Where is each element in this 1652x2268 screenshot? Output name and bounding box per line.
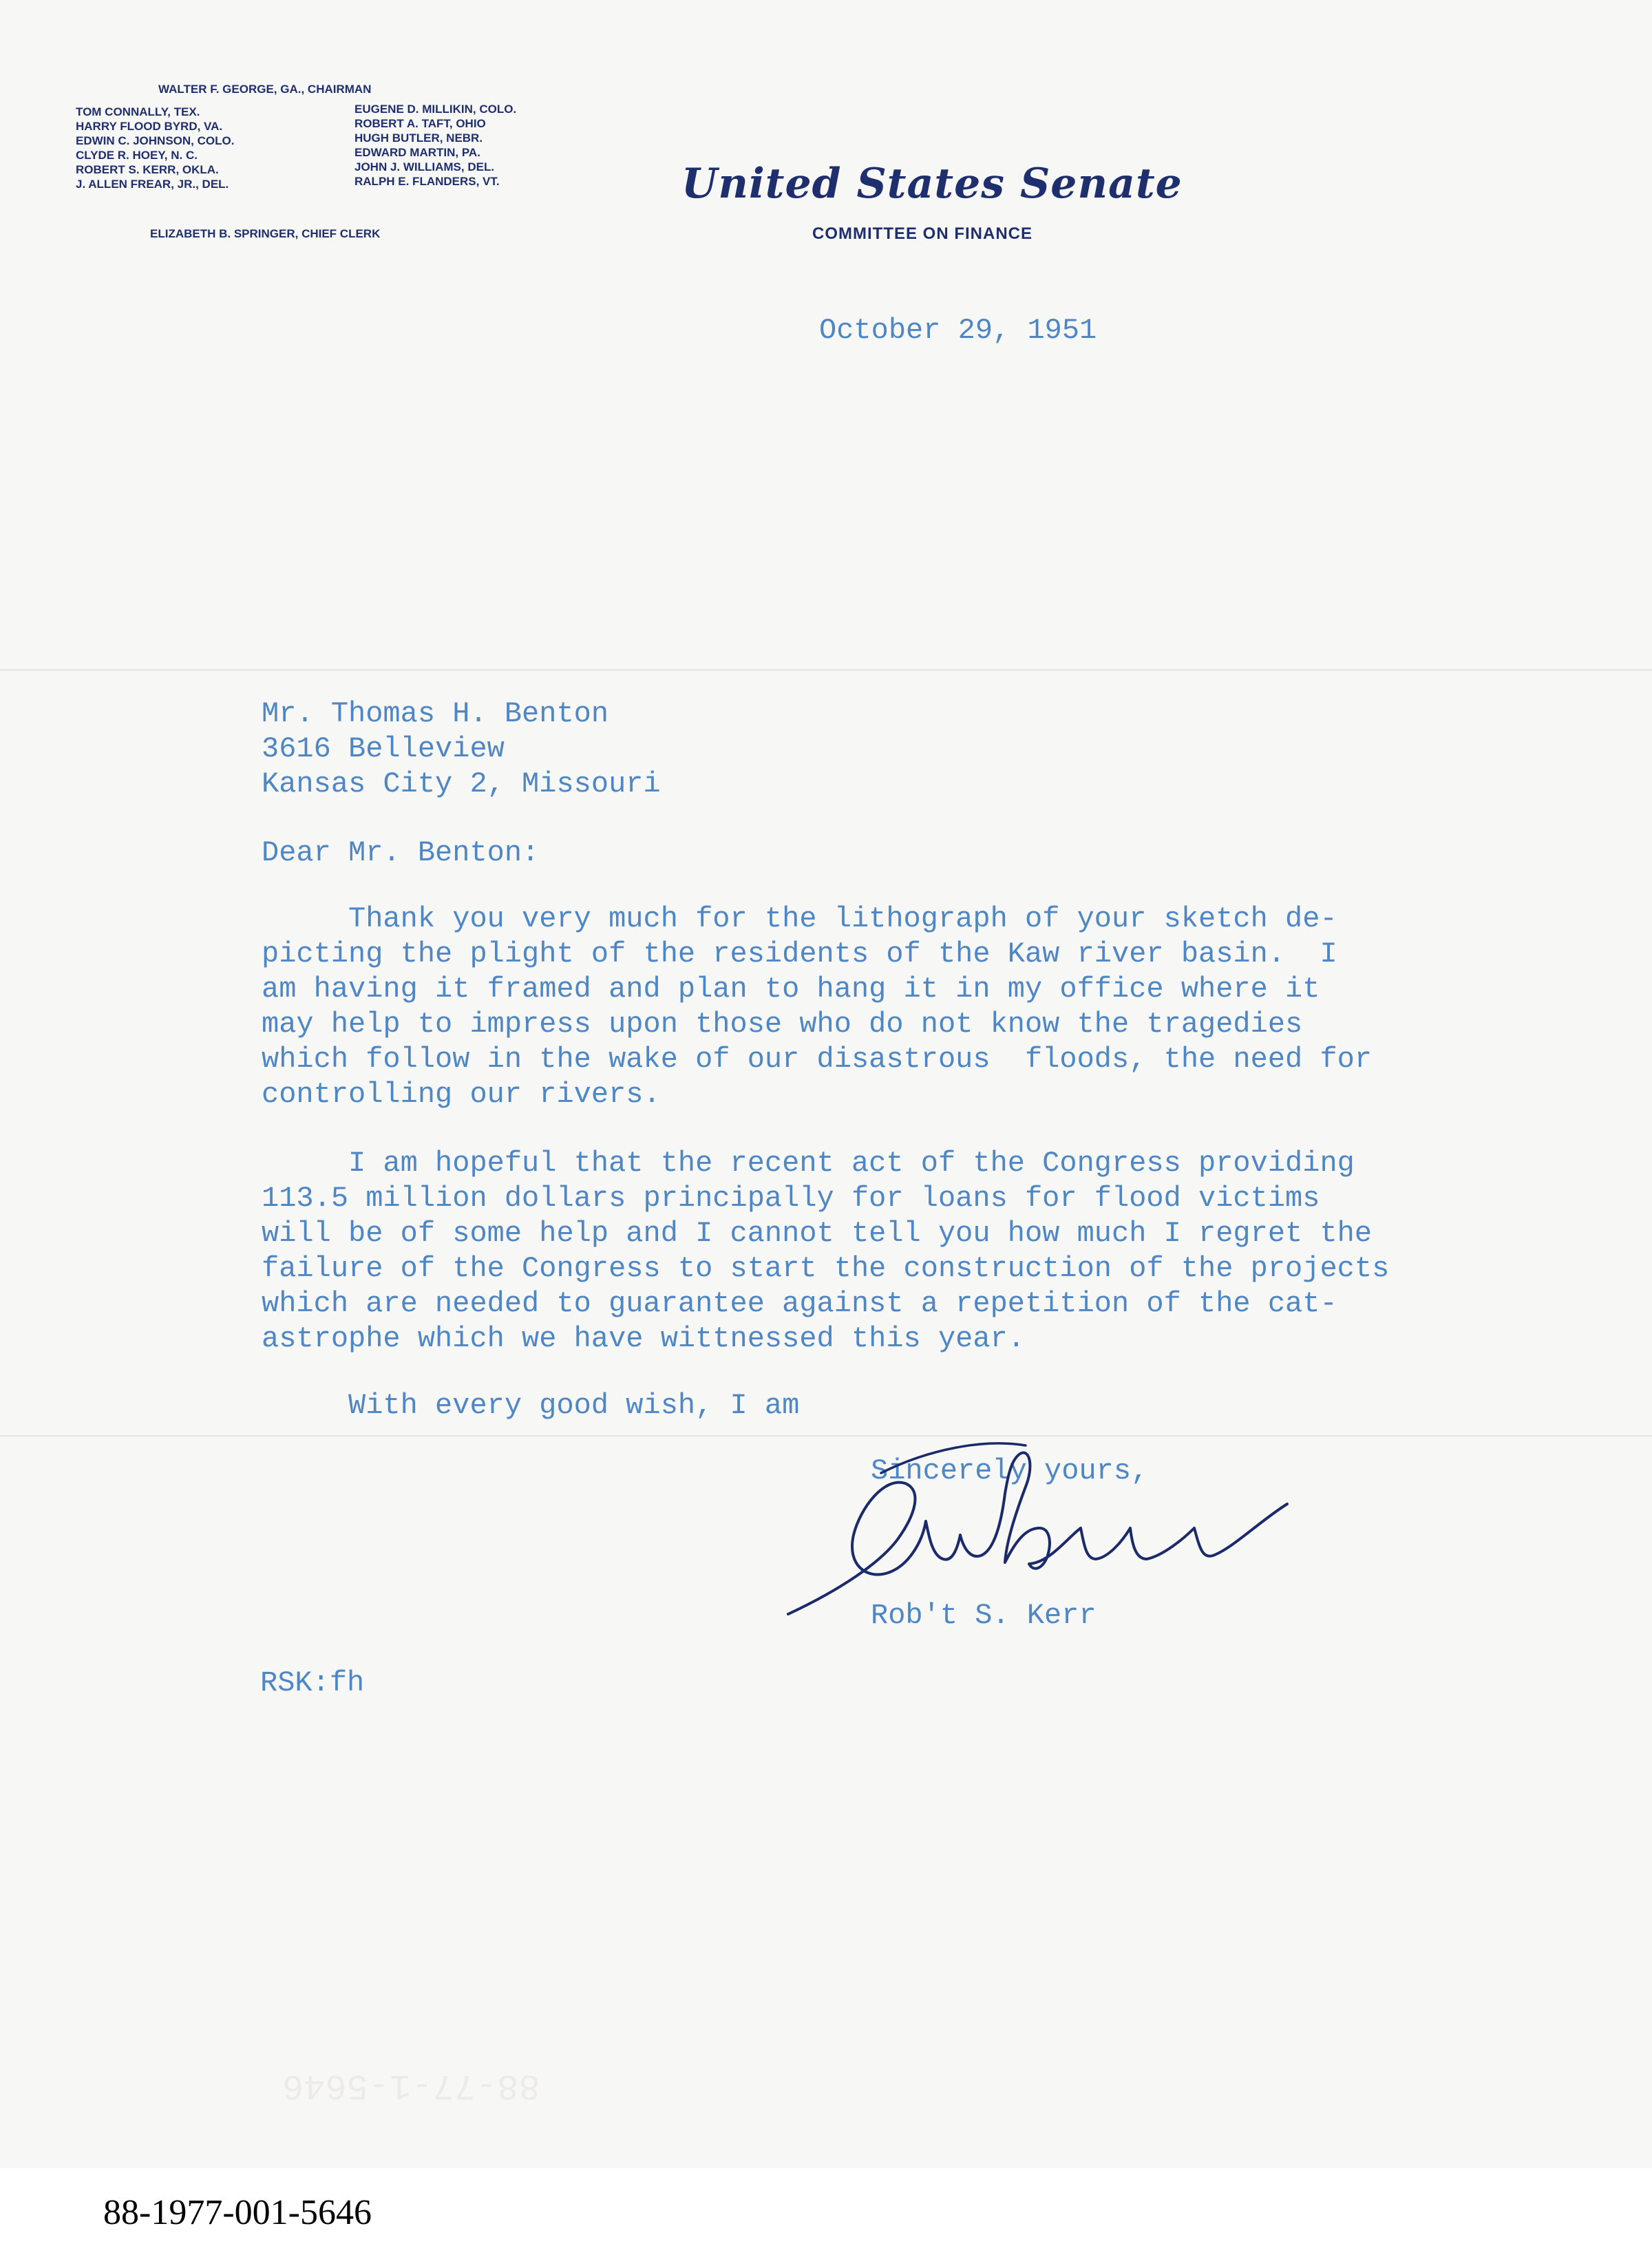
typist-initials: RSK:fh bbox=[260, 1666, 365, 1699]
body-line: controlling our rivers. bbox=[262, 1078, 661, 1111]
body-paragraph-2 bbox=[262, 1146, 1389, 1357]
letter-date: October 29, 1951 bbox=[819, 314, 1097, 347]
member-name: J. ALLEN FREAR, JR., DEL. bbox=[76, 178, 229, 191]
member-name: JOHN J. WILLIAMS, DEL. bbox=[354, 160, 495, 173]
faint-stamp-bleedthrough: 88-77-1-5646 bbox=[282, 2065, 540, 2106]
body-line: which are needed to guarantee against a repetition of the cat- bbox=[262, 1287, 1337, 1320]
body-line: will be of some help and I cannot tell you how much I regret the bbox=[262, 1217, 1373, 1250]
body-line: astrophe which we have wittnessed this year. bbox=[262, 1322, 1025, 1355]
recipient-address bbox=[262, 697, 661, 802]
member-name: HUGH BUTLER, NEBR. bbox=[354, 131, 483, 145]
body-line: which follow in the wake of our disastrous floods, the need for bbox=[262, 1043, 1373, 1076]
body-line: Thank you very much for the lithograph of your sketch de- bbox=[262, 902, 1337, 935]
closing-line: With every good wish, I am bbox=[262, 1389, 800, 1422]
signer-name: Rob't S. Kerr bbox=[871, 1599, 1097, 1632]
member-name: TOM CONNALLY, TEX. bbox=[76, 105, 200, 118]
address-line: 3616 Belleview bbox=[262, 732, 505, 765]
member-name: EDWIN C. JOHNSON, COLO. bbox=[76, 134, 235, 147]
salutation: Dear Mr. Benton: bbox=[262, 836, 540, 869]
body-line: 113.5 million dollars principally for loans for flood victims bbox=[262, 1182, 1320, 1215]
member-name: ROBERT S. KERR, OKLA. bbox=[76, 163, 219, 176]
body-line: am having it framed and plan to hang it in my office where it bbox=[262, 973, 1320, 1006]
member-name: ROBERT A. TAFT, OHIO bbox=[354, 117, 486, 130]
member-name: CLYDE R. HOEY, N. C. bbox=[76, 149, 198, 162]
handwritten-signature bbox=[778, 1418, 1301, 1624]
committee-name: COMMITTEE ON FINANCE bbox=[812, 224, 1032, 243]
valediction: Sincerely yours, bbox=[871, 1454, 1149, 1487]
body-line: picting the plight of the residents of the Kaw river basin. I bbox=[262, 937, 1337, 971]
member-name: EUGENE D. MILLIKIN, COLO. bbox=[354, 103, 517, 116]
body-line: may help to impress upon those who do not know the tragedies bbox=[262, 1008, 1303, 1041]
member-name: HARRY FLOOD BYRD, VA. bbox=[76, 120, 223, 133]
committee-members-left bbox=[76, 105, 234, 191]
archive-number: 88-1977-001-5646 bbox=[103, 2193, 372, 2232]
member-name: EDWARD MARTIN, PA. bbox=[354, 146, 480, 159]
chief-clerk-line: ELIZABETH B. SPRINGER, CHIEF CLERK bbox=[150, 227, 381, 240]
body-line: I am hopeful that the recent act of the Congress providing bbox=[262, 1147, 1355, 1180]
body-line: failure of the Congress to start the construction of the projects bbox=[262, 1252, 1390, 1285]
member-name: RALPH E. FLANDERS, VT. bbox=[354, 175, 500, 188]
address-line: Kansas City 2, Missouri bbox=[262, 767, 661, 801]
letterhead-title: United States Senate bbox=[681, 160, 1183, 208]
chairman-line: WALTER F. GEORGE, GA., CHAIRMAN bbox=[158, 83, 372, 96]
committee-members-right bbox=[354, 102, 516, 189]
paper-fold bbox=[0, 669, 1652, 671]
body-paragraph-1 bbox=[262, 902, 1372, 1112]
address-line: Mr. Thomas H. Benton bbox=[262, 697, 609, 730]
